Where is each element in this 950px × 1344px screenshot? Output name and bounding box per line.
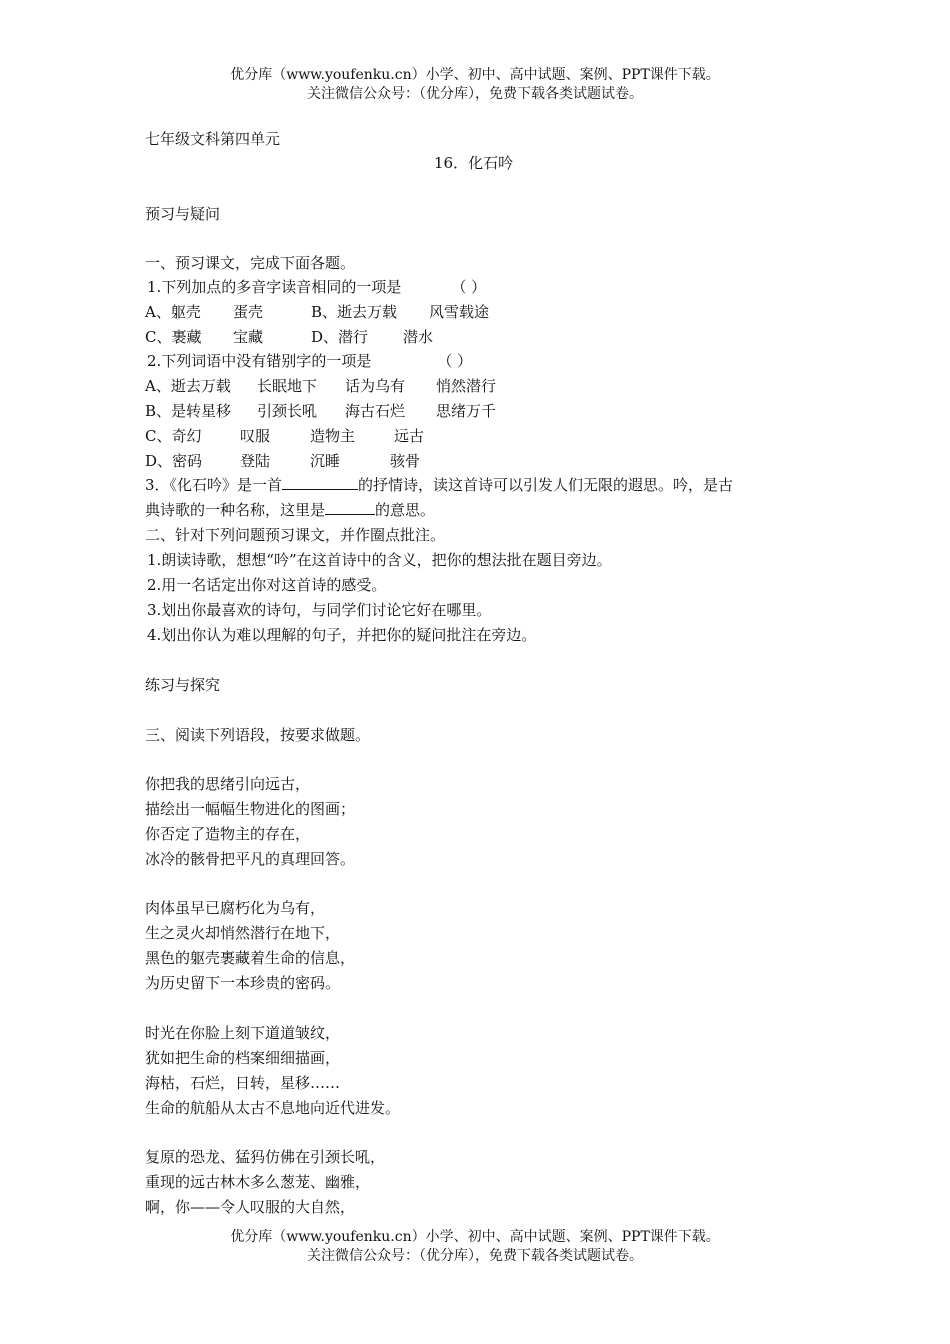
list-item: 4.划出你认为难以理解的句子，并把你的疑问批注在旁边。 (147, 626, 537, 644)
part-three-heading: 三、阅读下列语段，按要求做题。 (145, 726, 371, 744)
question-1-text: 1.下列加点的多音字读音相同的一项是 (147, 278, 402, 296)
option-text: A、逝去万载 (145, 377, 231, 395)
option-row (145, 425, 424, 446)
poem-line: 海枯，石烂，日转，星移…… (145, 1074, 341, 1092)
question-3-continued (145, 499, 435, 520)
answer-paren: （ ） (437, 352, 473, 370)
section-heading-practice: 练习与探究 (145, 676, 221, 694)
option-text: 沉睡 (310, 452, 341, 470)
poem-line: 犹如把生命的档案细细描画， (145, 1049, 341, 1067)
option-text: C、裹藏 (145, 328, 202, 346)
fill-blank (325, 499, 375, 515)
option-text: 海古石烂 (345, 402, 406, 420)
option-text: 登陆 (240, 452, 271, 470)
option-text: D、密码 (145, 452, 203, 470)
page-title: 16．化石吟 (434, 154, 514, 172)
section-heading-preview: 预习与疑问 (145, 205, 221, 223)
fill-blank (282, 474, 358, 490)
option-text: 远古 (394, 427, 425, 445)
option-row (145, 326, 433, 347)
part-two-heading: 二、针对下列问题预习课文，并作圈点批注。 (145, 526, 446, 544)
option-text: C、奇幻 (145, 427, 202, 445)
poem-line: 生之灵火却悄然潜行在地下， (145, 924, 341, 942)
answer-paren: （ ） (451, 278, 487, 296)
question-1 (147, 276, 486, 297)
poem-line: 啊，你——令人叹服的大自然， (145, 1198, 356, 1216)
option-text: 悄然潜行 (436, 377, 497, 395)
footer-line-1: 优分库（www.youfenku.cn）小学、初中、高中试题、案例、PPT课件下载。 (230, 1229, 720, 1245)
question-3-text: 的意思。 (375, 501, 436, 519)
poem-line: 黑色的躯壳裹藏着生命的信息， (145, 949, 356, 967)
option-text: 宝藏 (233, 328, 264, 346)
option-text: 长眠地下 (257, 377, 318, 395)
question-3-text: 典诗歌的一种名称，这里是 (145, 501, 326, 519)
option-text: 叹服 (240, 427, 271, 445)
option-row (145, 301, 489, 322)
option-text: 话为乌有 (345, 377, 406, 395)
header-line-2: 关注微信公众号：（优分库），免费下载各类试题试卷。 (307, 86, 643, 102)
option-text: 潜水 (403, 328, 434, 346)
poem-line: 冰冷的骸骨把平凡的真理回答。 (145, 850, 356, 868)
question-3-text: 的抒情诗，读这首诗可以引发人们无限的遐思。吟，是古 (358, 476, 734, 494)
poem-line: 重现的远古林木多么葱茏、幽雅， (145, 1173, 371, 1191)
option-text: 思绪万千 (436, 402, 497, 420)
header-line-1: 优分库（www.youfenku.cn）小学、初中、高中试题、案例、PPT课件下载。 (230, 67, 720, 83)
option-text: D、潜行 (311, 328, 369, 346)
option-row (145, 450, 420, 471)
question-3-text: 3．《化石吟》是一首 (145, 476, 283, 494)
question-2-text: 2.下列词语中没有错别字的一项是 (147, 352, 372, 370)
poem-line: 肉体虽早已腐朽化为乌有， (145, 899, 326, 917)
option-row (145, 375, 496, 396)
part-one-heading: 一、预习课文，完成下面各题。 (145, 254, 356, 272)
unit-label: 七年级文科第四单元 (145, 130, 281, 148)
question-3 (145, 474, 733, 495)
poem-line: 你把我的思绪引向远古， (145, 775, 311, 793)
question-2 (147, 350, 472, 371)
poem-line: 生命的航船从太古不息地向近代进发。 (145, 1099, 401, 1117)
option-text: 骇骨 (390, 452, 421, 470)
option-text: B、逝去万载 (311, 303, 398, 321)
option-row (145, 400, 496, 421)
page-header (0, 66, 950, 104)
page-footer (0, 1228, 950, 1266)
list-item: 3.划出你最喜欢的诗句，与同学们讨论它好在哪里。 (147, 601, 492, 619)
option-text: 造物主 (310, 427, 356, 445)
poem-line: 为历史留下一本珍贵的密码。 (145, 974, 341, 992)
list-item: 2.用一名话定出你对这首诗的感受。 (147, 576, 387, 594)
poem-line: 你否定了造物主的存在， (145, 825, 311, 843)
option-text: B、是转星移 (145, 402, 232, 420)
option-text: 蛋壳 (233, 303, 264, 321)
poem-line: 描绘出一幅幅生物进化的图画； (145, 800, 356, 818)
option-text: 风雪载途 (429, 303, 490, 321)
list-item: 1.朗读诗歌，想想“吟”在这首诗中的含义，把你的想法批在题目旁边。 (147, 551, 612, 569)
poem-line: 时光在你脸上刻下道道皱纹， (145, 1024, 341, 1042)
option-text: A、躯壳 (145, 303, 201, 321)
footer-line-2: 关注微信公众号：（优分库），免费下载各类试题试卷。 (307, 1248, 643, 1264)
poem-line: 复原的恐龙、猛犸仿佛在引颈长吼， (145, 1148, 386, 1166)
option-text: 引颈长吼 (257, 402, 318, 420)
